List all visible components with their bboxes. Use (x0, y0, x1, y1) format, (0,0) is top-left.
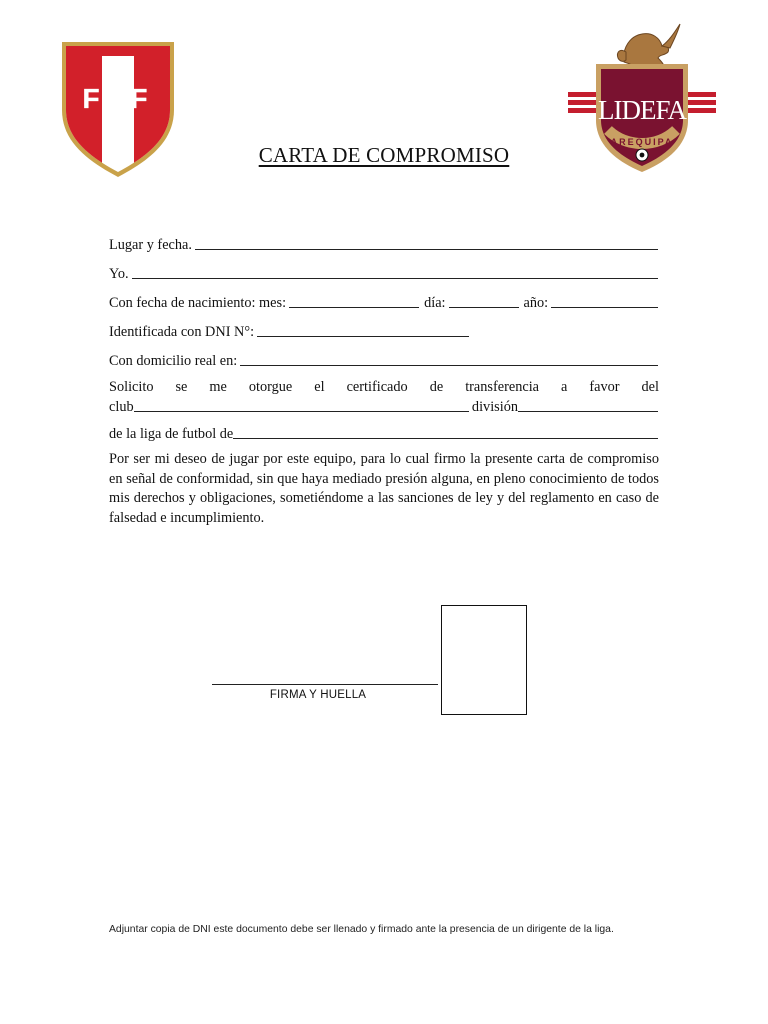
page-title: CARTA DE COMPROMISO (258, 143, 510, 167)
signature-label: FIRMA Y HUELLA (269, 689, 367, 701)
footer-note: Adjuntar copia de DNI este documento debe ser llenado y firmado ante la presencia de un dirigente de la liga. (109, 924, 614, 935)
division-blank[interactable] (518, 411, 658, 412)
yo-blank[interactable] (132, 278, 658, 279)
nacimiento-row (109, 292, 659, 312)
liga-label: de la liga de futbol de (109, 426, 234, 442)
dni-row (109, 321, 659, 341)
dni-label: Identificada con DNI N°: (109, 324, 255, 340)
fingerprint-box[interactable] (441, 605, 527, 715)
form-fields (109, 234, 659, 452)
lugar-fecha-row (109, 234, 659, 254)
yo-label: Yo. (109, 266, 129, 282)
domicilio-label: Con domicilio real en: (109, 353, 238, 369)
mes-blank[interactable] (289, 307, 419, 308)
club-blank[interactable] (134, 411, 469, 412)
liga-row (109, 423, 659, 443)
anio-label: año: (523, 295, 549, 311)
lidefa-logo-text: LIDEFA (598, 95, 686, 125)
division-label: división (471, 399, 518, 415)
lugar-fecha-label: Lugar y fecha. (109, 237, 192, 253)
anio-blank[interactable] (551, 307, 658, 308)
commitment-paragraph: Por ser mi deseo de jugar por este equipo, para lo cual firmo la presente carta de compromiso en señal de conformidad, sin que haya mediado presión alguna, en pleno conocimiento de todos mis derechos y obligaciones, sometiéndome a las sanciones de ley y del reglamento en caso de falsedad e incumplimiento. (109, 451, 659, 526)
domicilio-blank[interactable] (240, 365, 658, 366)
lugar-fecha-blank[interactable] (195, 249, 658, 250)
yo-row (109, 263, 659, 283)
lidefa-logo-subtext: AREQUIPA (610, 137, 674, 147)
dia-label: día: (424, 295, 446, 311)
dni-blank[interactable] (257, 336, 469, 337)
signature-line[interactable] (212, 684, 438, 685)
club-row (109, 397, 659, 416)
fpf-logo-text: FPF (82, 83, 154, 114)
solicito-line: Solicito se me otorgue el certificado de transferencia a favor del (109, 379, 659, 395)
dia-blank[interactable] (449, 307, 519, 308)
liga-blank[interactable] (233, 438, 658, 439)
club-label: club (109, 399, 134, 415)
nacimiento-label: Con fecha de nacimiento: mes: (109, 295, 287, 311)
domicilio-row (109, 350, 659, 370)
